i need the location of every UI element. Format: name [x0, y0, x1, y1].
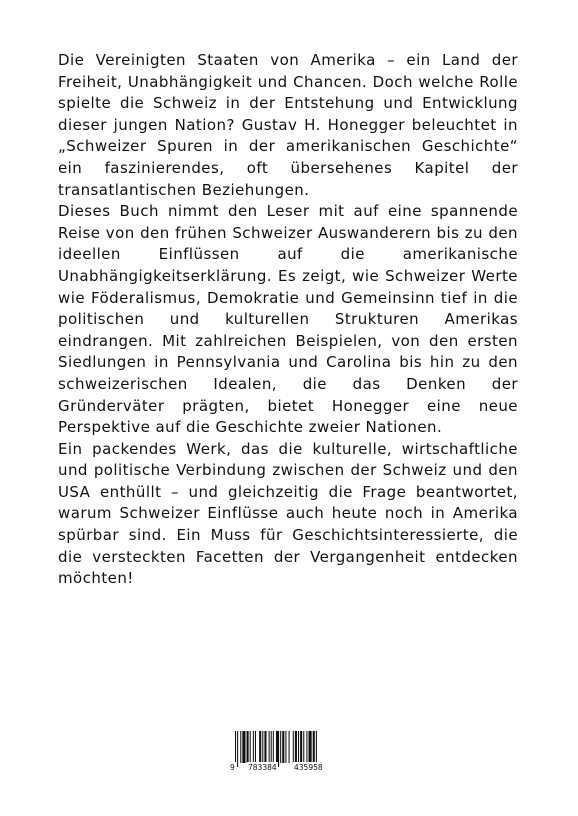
barcode-bar	[255, 731, 256, 763]
barcode-bar	[295, 731, 297, 763]
barcode-bar	[247, 731, 249, 763]
barcode-bar	[259, 731, 261, 763]
barcode-bar	[242, 731, 245, 763]
barcode-bar	[273, 731, 274, 763]
blurb-paragraph-2: Dieses Buch nimmt den Leser mit auf eine spannende Reise von den frühen Schweizer Auswanderern bis zu den ideellen Einflüssen auf die amerikanische Unabhängigkeitserklärung. Es zeigt, wie Schweizer Werte wie Föderalismus, Demokratie und Gemeinsinn tief in die politischen und kulturellen Strukturen Amerikas eindrangen. Mit zahlreichen Beispielen, von den ersten Siedlungen in Pennsylvania und Carolina bis hin zu den schweizerischen Idealen, die das Denken der Gründerväter prägten, bietet Honegger eine neue Perspektive auf die Geschichte zweier Nationen.	[58, 202, 518, 437]
barcode-bar	[300, 731, 302, 763]
barcode-bar	[285, 731, 286, 763]
barcode-digit-first: 9	[230, 763, 235, 772]
barcode-bar	[289, 731, 290, 763]
barcode-bar	[250, 731, 251, 763]
barcode-bar	[306, 731, 307, 763]
back-cover-blurb	[58, 50, 518, 590]
barcode-bar	[313, 731, 315, 763]
barcode-bar	[298, 731, 299, 763]
isbn-barcode	[229, 731, 343, 775]
barcode-bar	[293, 731, 294, 763]
barcode-bar	[282, 731, 284, 763]
barcode-bar	[303, 731, 304, 763]
barcode-bar	[264, 731, 266, 763]
barcode-bar	[269, 731, 270, 763]
barcode-bar	[271, 731, 272, 763]
blurb-paragraph-1: Die Vereinigten Staaten von Amerika – ein Land der Freiheit, Unabhängigkeit und Chancen. Doch welche Rolle spielte die Schweiz in der Entstehung und Entwicklung dieser jungen Nation? Gustav H. Honegger beleuchtet in „Schweizer Spuren in der amerikanischen Geschichte“ ein faszinierendes, oft übersehenes Kapitel der transatlantischen Beziehungen.	[58, 51, 518, 199]
barcode-bar	[240, 731, 241, 763]
barcode-bar	[262, 731, 263, 763]
barcode-bar	[309, 731, 312, 763]
barcode-digits-left: 783384	[248, 763, 277, 772]
barcode-bar	[253, 731, 254, 763]
barcode-digits	[229, 762, 343, 774]
barcode-bar	[280, 731, 281, 763]
blurb-paragraph-3: Ein packendes Werk, das die kulturelle, wirtschaftliche und politische Verbindung zwischen der Schweiz und den USA enthüllt – und gleichzeitig die Frage beantwortet, warum Schweizer Einflüsse auch heute noch in Amerika spürbar sind. Ein Muss für Geschichtsinteressierte, die die versteckten Facetten der Vergangenheit entdecken möchten!	[58, 439, 518, 588]
barcode-digits-right: 435958	[294, 763, 323, 772]
